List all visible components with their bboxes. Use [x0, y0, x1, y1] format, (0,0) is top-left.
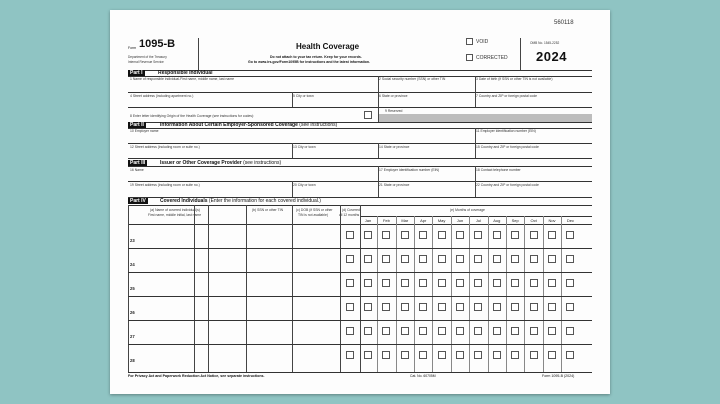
field-14: 14 State or province	[379, 145, 410, 149]
month-header-feb: Feb	[382, 218, 390, 223]
month-header-aug: Aug	[493, 218, 501, 223]
form-title: Health Coverage	[296, 42, 360, 51]
col-a-header-2: First name, middle initial, last name	[148, 213, 202, 217]
field-6: 6 State or province	[379, 94, 408, 98]
month-checkbox-may[interactable]	[438, 255, 446, 263]
col-d-header-1: (d) Covered	[342, 208, 360, 212]
field-4: 4 Street address (including apartment no.)	[130, 94, 194, 98]
col-b-header: (b) SSN or other TIN	[252, 208, 284, 212]
month-checkbox-dec[interactable]	[566, 327, 574, 335]
month-checkbox-jun[interactable]	[456, 351, 464, 359]
month-checkbox-feb[interactable]	[382, 279, 390, 287]
month-checkbox-dec[interactable]	[566, 351, 574, 359]
month-checkbox-sep[interactable]	[511, 255, 519, 263]
month-header-sep: Sep	[511, 218, 519, 223]
field-7: 7 Country and ZIP or foreign postal code	[476, 94, 538, 98]
month-checkbox-mar[interactable]	[401, 231, 409, 239]
month-checkbox-jan[interactable]	[364, 255, 372, 263]
month-checkbox-apr[interactable]	[419, 255, 427, 263]
month-checkbox-mar[interactable]	[401, 279, 409, 287]
month-checkbox-oct[interactable]	[530, 351, 538, 359]
month-checkbox-jul[interactable]	[474, 255, 482, 263]
month-checkbox-dec[interactable]	[566, 231, 574, 239]
part4-tag: Part IV	[130, 198, 146, 204]
month-checkbox-aug[interactable]	[493, 279, 501, 287]
month-checkbox-aug[interactable]	[493, 255, 501, 263]
month-checkbox-may[interactable]	[438, 327, 446, 335]
month-checkbox-dec[interactable]	[566, 279, 574, 287]
covered-all-12-checkbox[interactable]	[346, 255, 354, 263]
month-checkbox-jun[interactable]	[456, 327, 464, 335]
month-checkbox-apr[interactable]	[419, 279, 427, 287]
col-d-header-2: all 12 months	[339, 213, 360, 217]
month-checkbox-jul[interactable]	[474, 303, 482, 311]
month-checkbox-aug[interactable]	[493, 351, 501, 359]
part3-note: (see instructions)	[243, 160, 282, 166]
month-checkbox-apr[interactable]	[419, 327, 427, 335]
void-label: VOID	[476, 39, 489, 45]
field-3: 3 Date of birth (if SSN or other TIN is not available)	[476, 77, 553, 81]
covered-all-12-checkbox[interactable]	[346, 231, 354, 239]
month-checkbox-oct[interactable]	[530, 327, 538, 335]
row-number: 24	[130, 262, 135, 267]
month-checkbox-dec[interactable]	[566, 303, 574, 311]
month-header-jan: Jan	[364, 218, 372, 223]
month-checkbox-jun[interactable]	[456, 255, 464, 263]
month-header-may: May	[437, 218, 446, 223]
field-16: 16 Name	[130, 168, 144, 172]
tax-year: 2024	[536, 49, 567, 64]
month-checkbox-may[interactable]	[438, 279, 446, 287]
form-1095b-page	[110, 10, 610, 394]
field-13: 13 City or town	[293, 145, 316, 149]
month-header-jun: Jun	[456, 218, 464, 223]
field-22: 22 Country and ZIP or foreign postal code	[476, 183, 539, 187]
part1-tag: Part I	[130, 70, 143, 76]
part1-title: Responsible Individual	[158, 70, 213, 76]
col-e-header: (e) Months of coverage	[450, 208, 485, 212]
month-checkbox-jul[interactable]	[474, 327, 482, 335]
field-18: 18 Contact telephone number	[476, 168, 521, 172]
month-checkbox-jan[interactable]	[364, 279, 372, 287]
month-checkbox-may[interactable]	[438, 231, 446, 239]
field-5: 5 City or town	[293, 94, 314, 98]
month-checkbox-feb[interactable]	[382, 231, 390, 239]
month-checkbox-jan[interactable]	[364, 351, 372, 359]
part2-note: (see instructions)	[299, 122, 338, 128]
origin-code-box[interactable]	[364, 111, 372, 119]
month-checkbox-mar[interactable]	[401, 303, 409, 311]
field-19: 19 Street address (including room or suite no.)	[130, 183, 200, 187]
part3-title: Issuer or Other Coverage Provider (see instructions)	[160, 160, 282, 166]
part4-title: Covered Individuals (Enter the information for each covered individual.)	[160, 198, 321, 204]
part2-title: Information About Certain Employer-Sponsored Coverage (see instructions)	[160, 122, 338, 128]
month-checkbox-oct[interactable]	[530, 279, 538, 287]
footer-form-id: Form 1095-B (2024)	[542, 374, 575, 378]
month-checkbox-aug[interactable]	[493, 303, 501, 311]
month-checkbox-may[interactable]	[438, 351, 446, 359]
omb-number: OMB No. 1545-2252	[530, 41, 560, 45]
month-checkbox-aug[interactable]	[493, 231, 501, 239]
col-c-header-1: (c) DOB (if SSN or other	[296, 208, 333, 212]
month-checkbox-sep[interactable]	[511, 351, 519, 359]
month-checkbox-feb[interactable]	[382, 351, 390, 359]
month-checkbox-jun[interactable]	[456, 303, 464, 311]
month-checkbox-jul[interactable]	[474, 279, 482, 287]
month-checkbox-sep[interactable]	[511, 279, 519, 287]
row-number: 28	[130, 358, 135, 363]
month-checkbox-mar[interactable]	[401, 255, 409, 263]
month-header-mar: Mar	[401, 218, 409, 223]
month-checkbox-nov[interactable]	[548, 231, 556, 239]
month-checkbox-aug[interactable]	[493, 327, 501, 335]
footer-cat-no: Cat. No. 60705M	[410, 374, 436, 378]
field-10: 10 Employer name	[130, 129, 159, 133]
covered-all-12-checkbox[interactable]	[346, 351, 354, 359]
month-checkbox-oct[interactable]	[530, 255, 538, 263]
month-header-jul: Jul	[475, 218, 481, 223]
corrected-checkbox[interactable]	[466, 54, 473, 61]
month-checkbox-mar[interactable]	[401, 327, 409, 335]
month-header-oct: Oct	[530, 218, 537, 223]
month-checkbox-apr[interactable]	[419, 351, 427, 359]
dept-text: Department of the Treasury	[128, 55, 167, 59]
reserved-shade	[379, 114, 592, 122]
month-checkbox-jul[interactable]	[474, 351, 482, 359]
part3-tag: Part III	[130, 160, 146, 166]
month-checkbox-feb[interactable]	[382, 255, 390, 263]
month-checkbox-apr[interactable]	[419, 303, 427, 311]
month-header-dec: Dec	[566, 218, 574, 223]
field-20: 20 City or town	[293, 183, 316, 187]
month-checkbox-nov[interactable]	[548, 255, 556, 263]
month-checkbox-jan[interactable]	[364, 327, 372, 335]
month-checkbox-jun[interactable]	[456, 231, 464, 239]
month-checkbox-nov[interactable]	[548, 303, 556, 311]
form-code: 560118	[554, 20, 574, 26]
month-checkbox-sep[interactable]	[511, 327, 519, 335]
field-9: 9 Reserved	[385, 109, 403, 113]
month-checkbox-oct[interactable]	[530, 231, 538, 239]
month-checkbox-sep[interactable]	[511, 231, 519, 239]
covered-all-12-checkbox[interactable]	[346, 327, 354, 335]
month-checkbox-jun[interactable]	[456, 279, 464, 287]
month-checkbox-jul[interactable]	[474, 231, 482, 239]
row-number: 27	[130, 334, 135, 339]
irs-text: Internal Revenue Service	[128, 60, 164, 64]
month-checkbox-dec[interactable]	[566, 255, 574, 263]
month-checkbox-apr[interactable]	[419, 231, 427, 239]
month-checkbox-feb[interactable]	[382, 303, 390, 311]
form-subtitle-1: Do not attach to your tax return. Keep for your records.	[270, 55, 362, 59]
month-checkbox-jan[interactable]	[364, 231, 372, 239]
row-number: 25	[130, 286, 135, 291]
month-checkbox-nov[interactable]	[548, 351, 556, 359]
footer-notice: For Privacy Act and Paperwork Reduction Act Notice, see separate instructions.	[128, 374, 265, 378]
row-number: 26	[130, 310, 135, 315]
part2-tag: Part II	[130, 122, 144, 128]
field-17: 17 Employer identification number (EIN)	[379, 168, 440, 172]
field-15: 15 Country and ZIP or foreign postal code	[476, 145, 539, 149]
field-1: 1 Name of responsible individual-First name, middle name, last name	[130, 77, 235, 81]
month-checkbox-oct[interactable]	[530, 303, 538, 311]
month-checkbox-nov[interactable]	[548, 279, 556, 287]
field-2: 2 Social security number (SSN) or other TIN	[379, 77, 446, 81]
form-subtitle-2: Go to www.irs.gov/Form1095B for instructions and the latest information.	[248, 60, 370, 64]
month-checkbox-jan[interactable]	[364, 303, 372, 311]
field-11: 11 Employer identification number (EIN)	[476, 129, 536, 133]
field-21: 21 State or province	[379, 183, 410, 187]
covered-all-12-checkbox[interactable]	[346, 303, 354, 311]
col-a-header-1: (a) Name of covered individual(s)	[150, 208, 200, 212]
month-checkbox-may[interactable]	[438, 303, 446, 311]
part4-note: (Enter the information for each covered individual.)	[208, 198, 321, 204]
month-checkbox-feb[interactable]	[382, 327, 390, 335]
month-header-nov: Nov	[548, 218, 556, 223]
form-number: 1095-B	[139, 38, 176, 50]
covered-all-12-checkbox[interactable]	[346, 279, 354, 287]
field-8: 8 Enter letter identifying Origin of the Health Coverage (see instructions for codes):	[130, 114, 255, 118]
month-checkbox-sep[interactable]	[511, 303, 519, 311]
row-number: 23	[130, 238, 135, 243]
field-12: 12 Street address (including room or suite no.)	[130, 145, 200, 149]
corrected-label: CORRECTED	[476, 55, 508, 61]
month-checkbox-nov[interactable]	[548, 327, 556, 335]
form-label: Form	[128, 46, 137, 50]
col-c-header-2: TIN is not available)	[298, 213, 328, 217]
month-header-apr: Apr	[420, 218, 427, 223]
month-checkbox-mar[interactable]	[401, 351, 409, 359]
void-checkbox[interactable]	[466, 38, 473, 45]
